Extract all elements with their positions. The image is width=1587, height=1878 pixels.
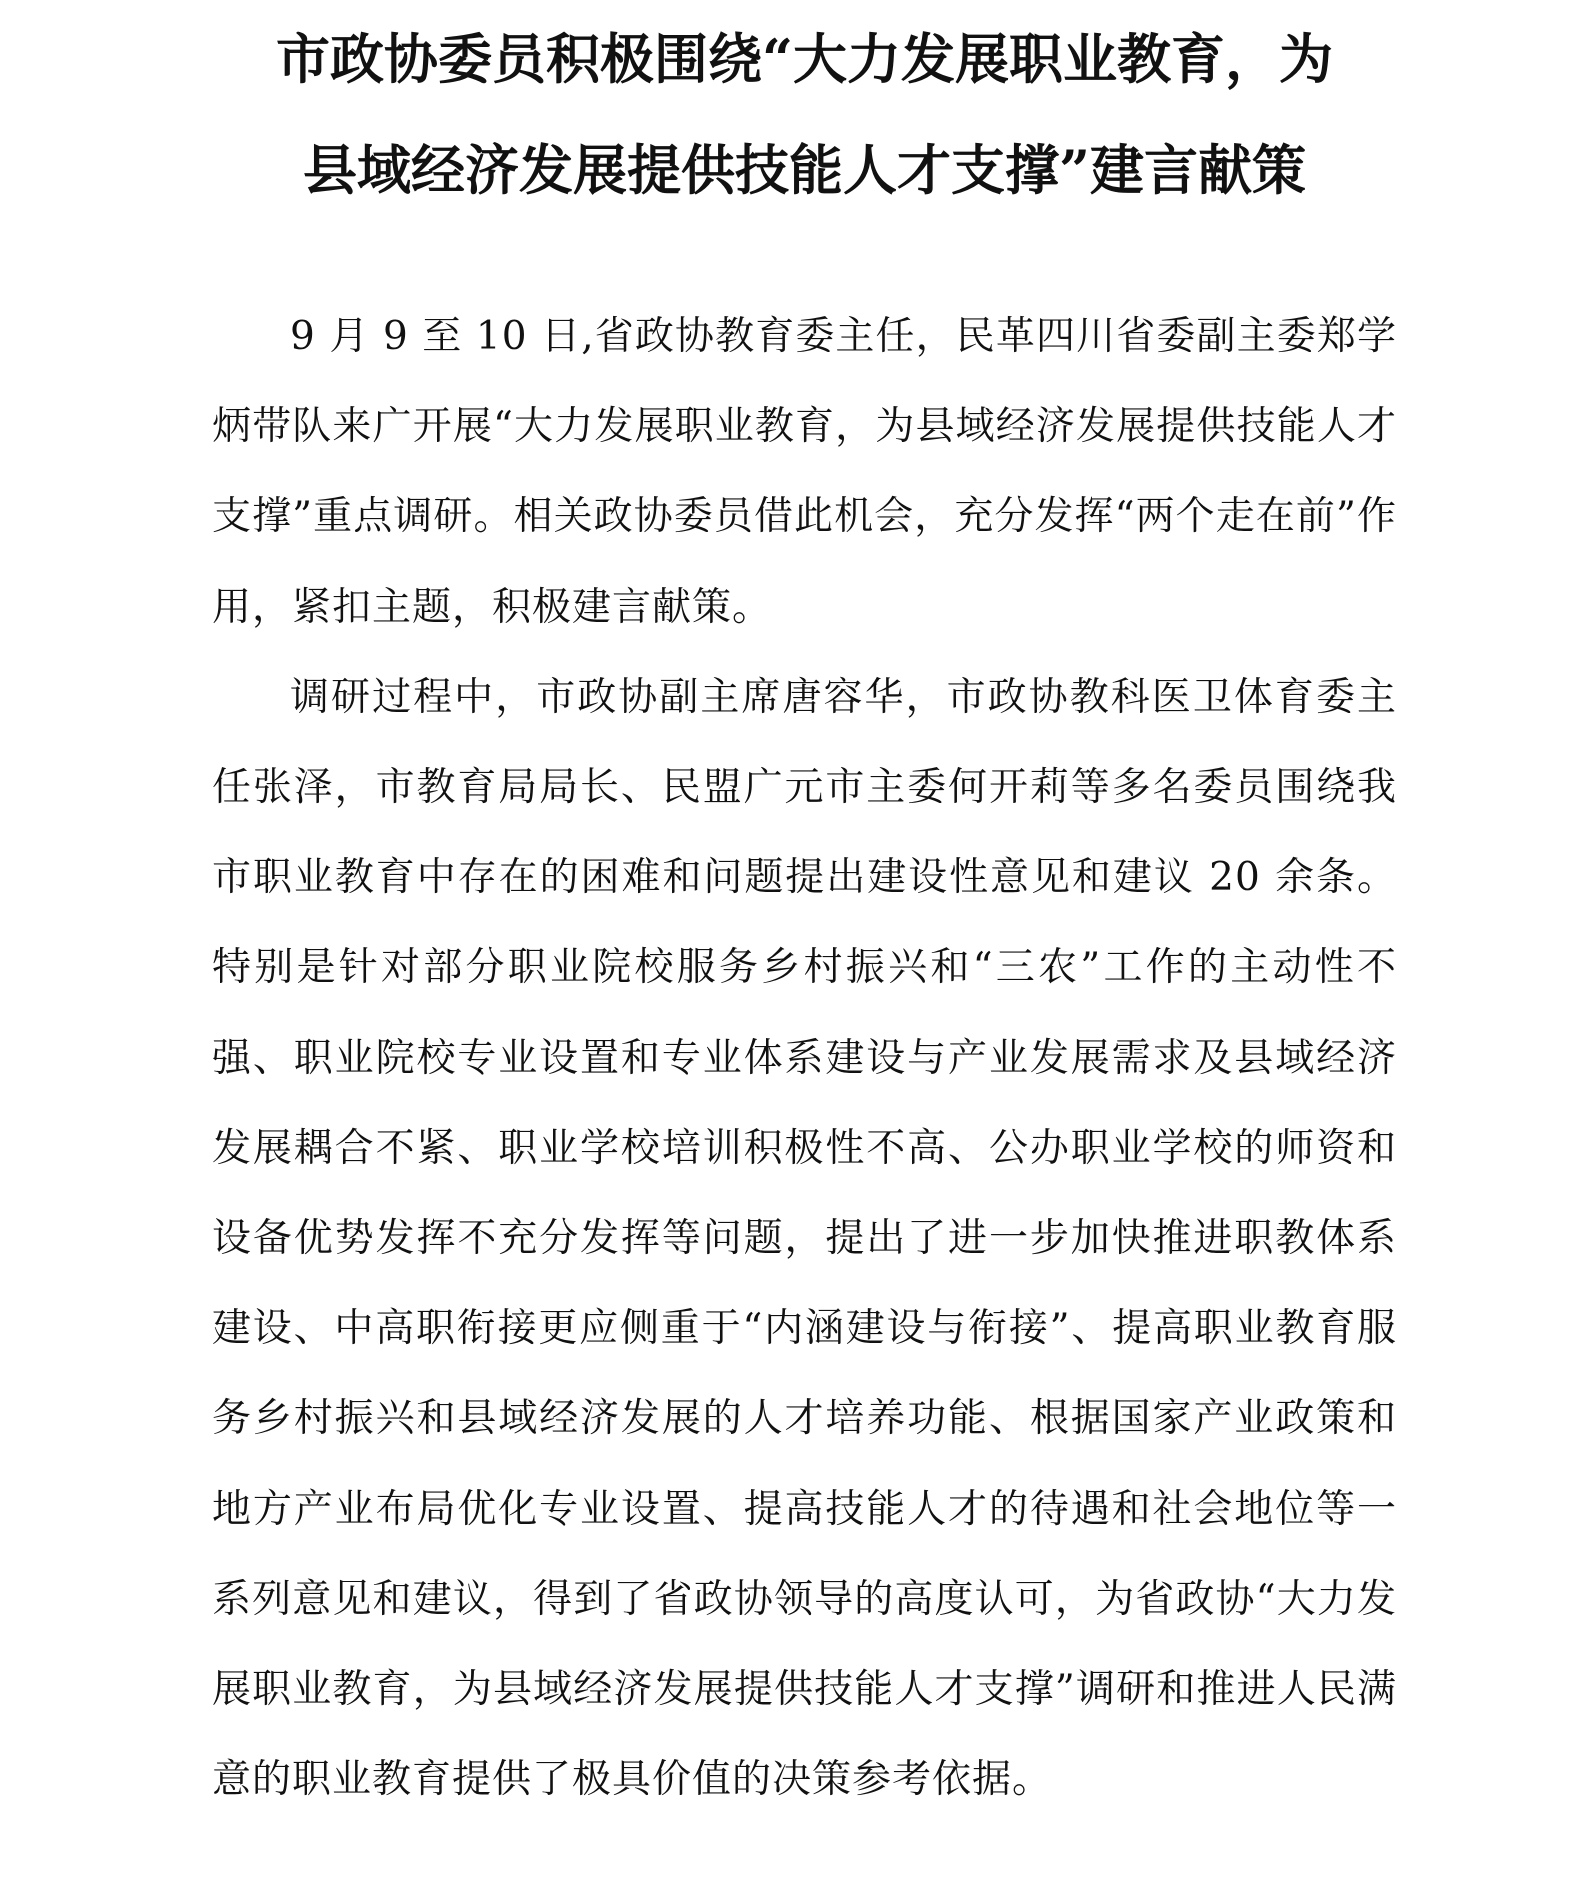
document-body bbox=[212, 292, 1397, 1825]
paragraph-2: 调研过程中，市政协副主席唐容华，市政协教科医卫体育委主任张泽，市教育局局长、民盟广元市主委何开莉等多名委员围绕我市职业教育中存在的困难和问题提出建设性意见和建议 20 余条。特别是针对部分职业院校服务乡村振兴和“三农”工作的主动性不强、职业院校专业设置和专业体系建设与产业发展需求及县域经济发展耦合不紧、职业学校培训积极性不高、公办职业学校的师资和设备优势发挥不充分发挥等问题，提出了进一步加快推进职教体系建设、中高职衔接更应侧重于“内涵建设与衔接”、提高职业教育服务乡村振兴和县域经济发展的人才培养功能、根据国家产业政策和地方产业布局优化专业设置、提高技能人才的待遇和社会地位等一系列意见和建议，得到了省政协领导的高度认可，为省政协“大力发展职业教育，为县域经济发展提供技能人才支撑”调研和推进人民满意的职业教育提供了极具价值的决策参考依据。 bbox=[212, 674, 1397, 1803]
paragraph-1: 9 月 9 至 10 日,省政协教育委主任，民革四川省委副主委郑学炳带队来广开展“大力发展职业教育，为县域经济发展提供技能人才支撑”重点调研。相关政协委员借此机会，充分发挥“两个走在前”作用，紧扣主题，积极建言献策。 bbox=[212, 314, 1397, 630]
title-line-1: 市政协委员积极围绕“大力发展职业教育，为 bbox=[275, 27, 1334, 91]
title-line-2: 县域经济发展提供技能人才支撑”建言献策 bbox=[302, 138, 1307, 202]
document-title bbox=[212, 0, 1397, 226]
document-page bbox=[212, 0, 1397, 1878]
